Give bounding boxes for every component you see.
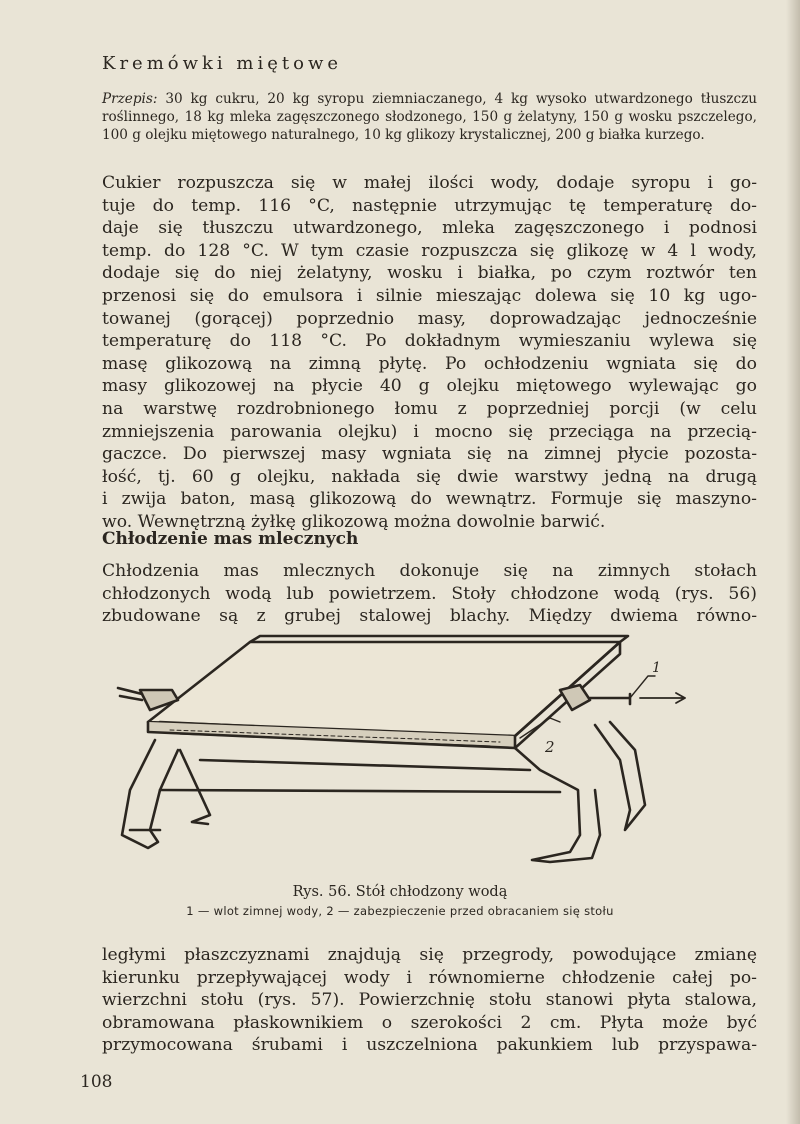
text-line: Cukier rozpuszcza się w małej ilości wody, dodaje syropu i go- (102, 173, 757, 193)
cooling-table-illustration (100, 630, 720, 882)
text-line: obramowana płaskownikiem o szerokości 2 cm. Płyta może być (102, 1012, 757, 1033)
table-leg-right (515, 748, 600, 862)
recipe-text (102, 90, 757, 144)
text-line: towanej (gorącej) poprzednio masy, doprowadzając jednocześnie (102, 308, 757, 329)
paragraph-cooling-intro (102, 560, 757, 628)
text-line: wierzchni stołu (rys. 57). Powierzchnię stołu stanowi płyta stalowa, (102, 990, 757, 1011)
text-line: i zwija baton, masą glikozową do wewnątrz. Formuje się maszyno- (102, 489, 757, 510)
text-line: masy glikozowej na płycie 40 g olejku miętowego wylewając go (102, 376, 757, 397)
text-line: gaczce. Do pierwszej masy wgniata się na zimnej płycie pozosta- (102, 444, 757, 465)
section-title: Kremówki miętowe (102, 53, 343, 74)
text-line: kierunku przepływającej wody i równomierne chłodzenie całej po- (102, 967, 757, 988)
figure-caption: Rys. 56. Stół chłodzony wodą (292, 884, 508, 900)
recipe-label: Przepis: (102, 91, 158, 107)
recipe-ingredients: 30 kg cukru, 20 kg syropu ziemniaczanego, 4 kg wysoko utwardzonego tłuszczu roślinnego, 18 kg mleka zagęszczonego słodzonego, 150 g żelatyny, 150 g wosku pszczelego, 100 g olejku miętowego naturalnego, 10 kg glikozy krystalicznej, 200 g białka kurzego. (102, 91, 757, 143)
text-line: zmniejszenia parowania olejku) i mocno się przeciąga na przecią- (102, 421, 757, 442)
paragraph-process (102, 172, 757, 534)
table-leg-left (122, 740, 178, 848)
paragraph-cooling-continued (102, 944, 757, 1057)
table-top-plate (148, 642, 620, 736)
text-line: zbudowane są z grubej stalowej blachy. Między dwiema równo- (102, 606, 757, 627)
text-line: masę glikozową na zimną płytę. Po ochłodzeniu wgniata się do (102, 353, 757, 374)
callout-label-1: 1 (652, 660, 661, 676)
text-line: dodaje się do niej żelatyny, wosku i białka, po czym roztwór ten (102, 263, 757, 284)
text-line: wo. Wewnętrzną żyłkę glikozową można dowolnie barwić. (102, 511, 606, 532)
text-line: temp. do 128 °C. W tym czasie rozpuszcza się glikozę w 4 l wody, (102, 240, 757, 261)
figure-legend: 1 — wlot zimnej wody, 2 — zabezpieczenie przed obracaniem się stołu (186, 904, 614, 918)
subsection-heading: Chłodzenie mas mlecznych (102, 529, 359, 549)
text-line: łość, tj. 60 g olejku, nakłada się dwie warstwy jedną na drugą (102, 466, 757, 487)
callout-label-2: 2 (545, 738, 555, 756)
text-line: chłodzonych wodą lub powietrzem. Stoły chłodzone wodą (rys. 56) (102, 583, 757, 604)
text-line: tuje do temp. 116 °C, następnie utrzymując tę temperaturę do- (102, 195, 757, 216)
text-line: temperaturę do 118 °C. Po dokładnym wymieszaniu wylewa się (102, 331, 757, 352)
text-line: Chłodzenia mas mlecznych dokonuje się na zimnych stołach (102, 561, 757, 581)
text-line: przenosi się do emulsora i silnie mieszając dolewa się 10 kg ugo- (102, 285, 757, 306)
text-line: ległymi płaszczyznami znajdują się przegrody, powodujące zmianę (102, 945, 757, 965)
page-edge-shadow (786, 0, 800, 1124)
page-number: 108 (80, 1072, 113, 1092)
text-line: przymocowana śrubami i uszczelniona pakunkiem lub przyspawa- (102, 1035, 757, 1056)
text-line: daje się tłuszczu utwardzonego, mleka zagęszczonego i podnosi (102, 218, 757, 239)
text-line: na warstwę rozdrobnionego łomu z poprzedniej porcji (w celu (102, 398, 757, 419)
